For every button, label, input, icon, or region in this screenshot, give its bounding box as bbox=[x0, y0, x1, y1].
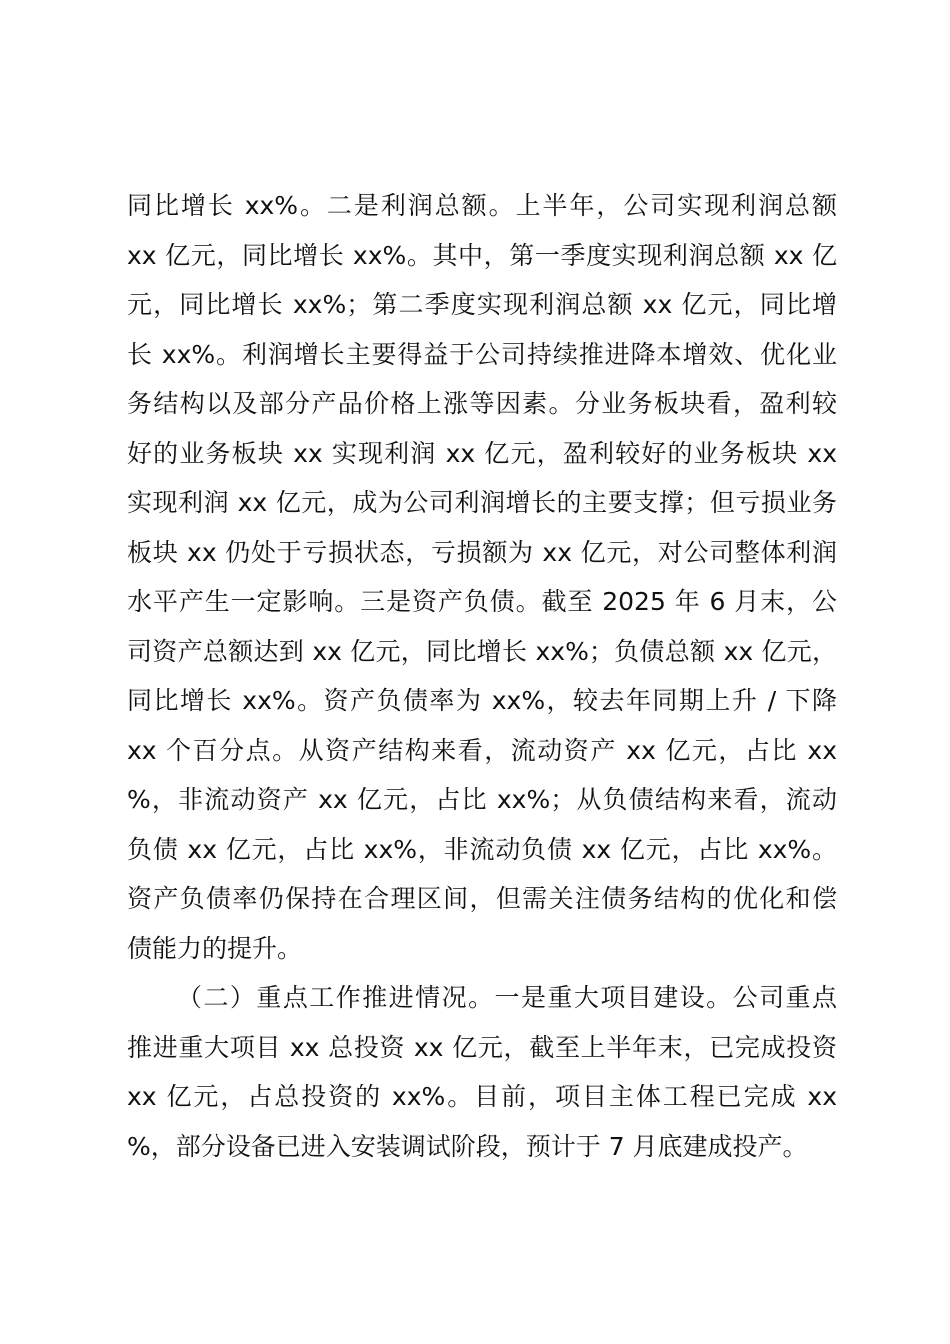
text-line: 长 xx%。利润增长主要得益于公司持续推进降本增效、优化业 bbox=[127, 339, 837, 369]
text-line: 司资产总额达到 xx 亿元，同比增长 xx%；负债总额 xx 亿元， bbox=[127, 636, 837, 666]
paragraph-financial-summary bbox=[127, 181, 837, 973]
text-line: 债能力的提升。 bbox=[127, 933, 303, 963]
text-line: 实现利润 xx 亿元，成为公司利润增长的主要支撑；但亏损业务 bbox=[127, 488, 837, 517]
text-line: xx 个百分点。从资产结构来看，流动资产 xx 亿元，占比 xx bbox=[127, 735, 837, 765]
text-line: 推进重大项目 xx 总投资 xx 亿元，截至上半年末，已完成投资 bbox=[127, 1032, 837, 1062]
paragraph-key-work-progress bbox=[127, 973, 837, 1171]
text-line: 资产负债率仍保持在合理区间，但需关注债务结构的优化和偿 bbox=[127, 884, 837, 913]
text-line: 同比增长 xx%。二是利润总额。上半年，公司实现利润总额 bbox=[127, 191, 837, 220]
text-line: %，部分设备已进入安装调试阶段，预计于 7 月底建成投产。 bbox=[127, 1131, 808, 1161]
text-line: 负债 xx 亿元，占比 xx%，非流动负债 xx 亿元，占比 xx%。 bbox=[127, 834, 837, 864]
text-line: xx 亿元，同比增长 xx%。其中，第一季度实现利润总额 xx 亿 bbox=[127, 240, 837, 270]
text-line: 板块 xx 仍处于亏损状态，亏损额为 xx 亿元，对公司整体利润 bbox=[127, 537, 837, 567]
text-line: 水平产生一定影响。三是资产负债。截至 2025 年 6 月末，公 bbox=[127, 587, 837, 616]
section-heading-line: （二）重点工作推进情况。一是重大项目建设。公司重点 bbox=[177, 983, 837, 1012]
text-line: 好的业务板块 xx 实现利润 xx 亿元，盈利较好的业务板块 xx bbox=[127, 438, 837, 468]
text-line: 同比增长 xx%。资产负债率为 xx%，较去年同期上升 / 下降 bbox=[127, 686, 837, 715]
text-line: 务结构以及部分产品价格上涨等因素。分业务板块看，盈利较 bbox=[127, 389, 837, 418]
body-text bbox=[127, 181, 837, 1171]
text-line: %，非流动资产 xx 亿元，占比 xx%；从负债结构来看，流动 bbox=[127, 785, 837, 814]
text-line: xx 亿元，占总投资的 xx%。目前，项目主体工程已完成 xx bbox=[127, 1082, 837, 1111]
text-line: 元，同比增长 xx%；第二季度实现利润总额 xx 亿元，同比增 bbox=[127, 290, 837, 319]
